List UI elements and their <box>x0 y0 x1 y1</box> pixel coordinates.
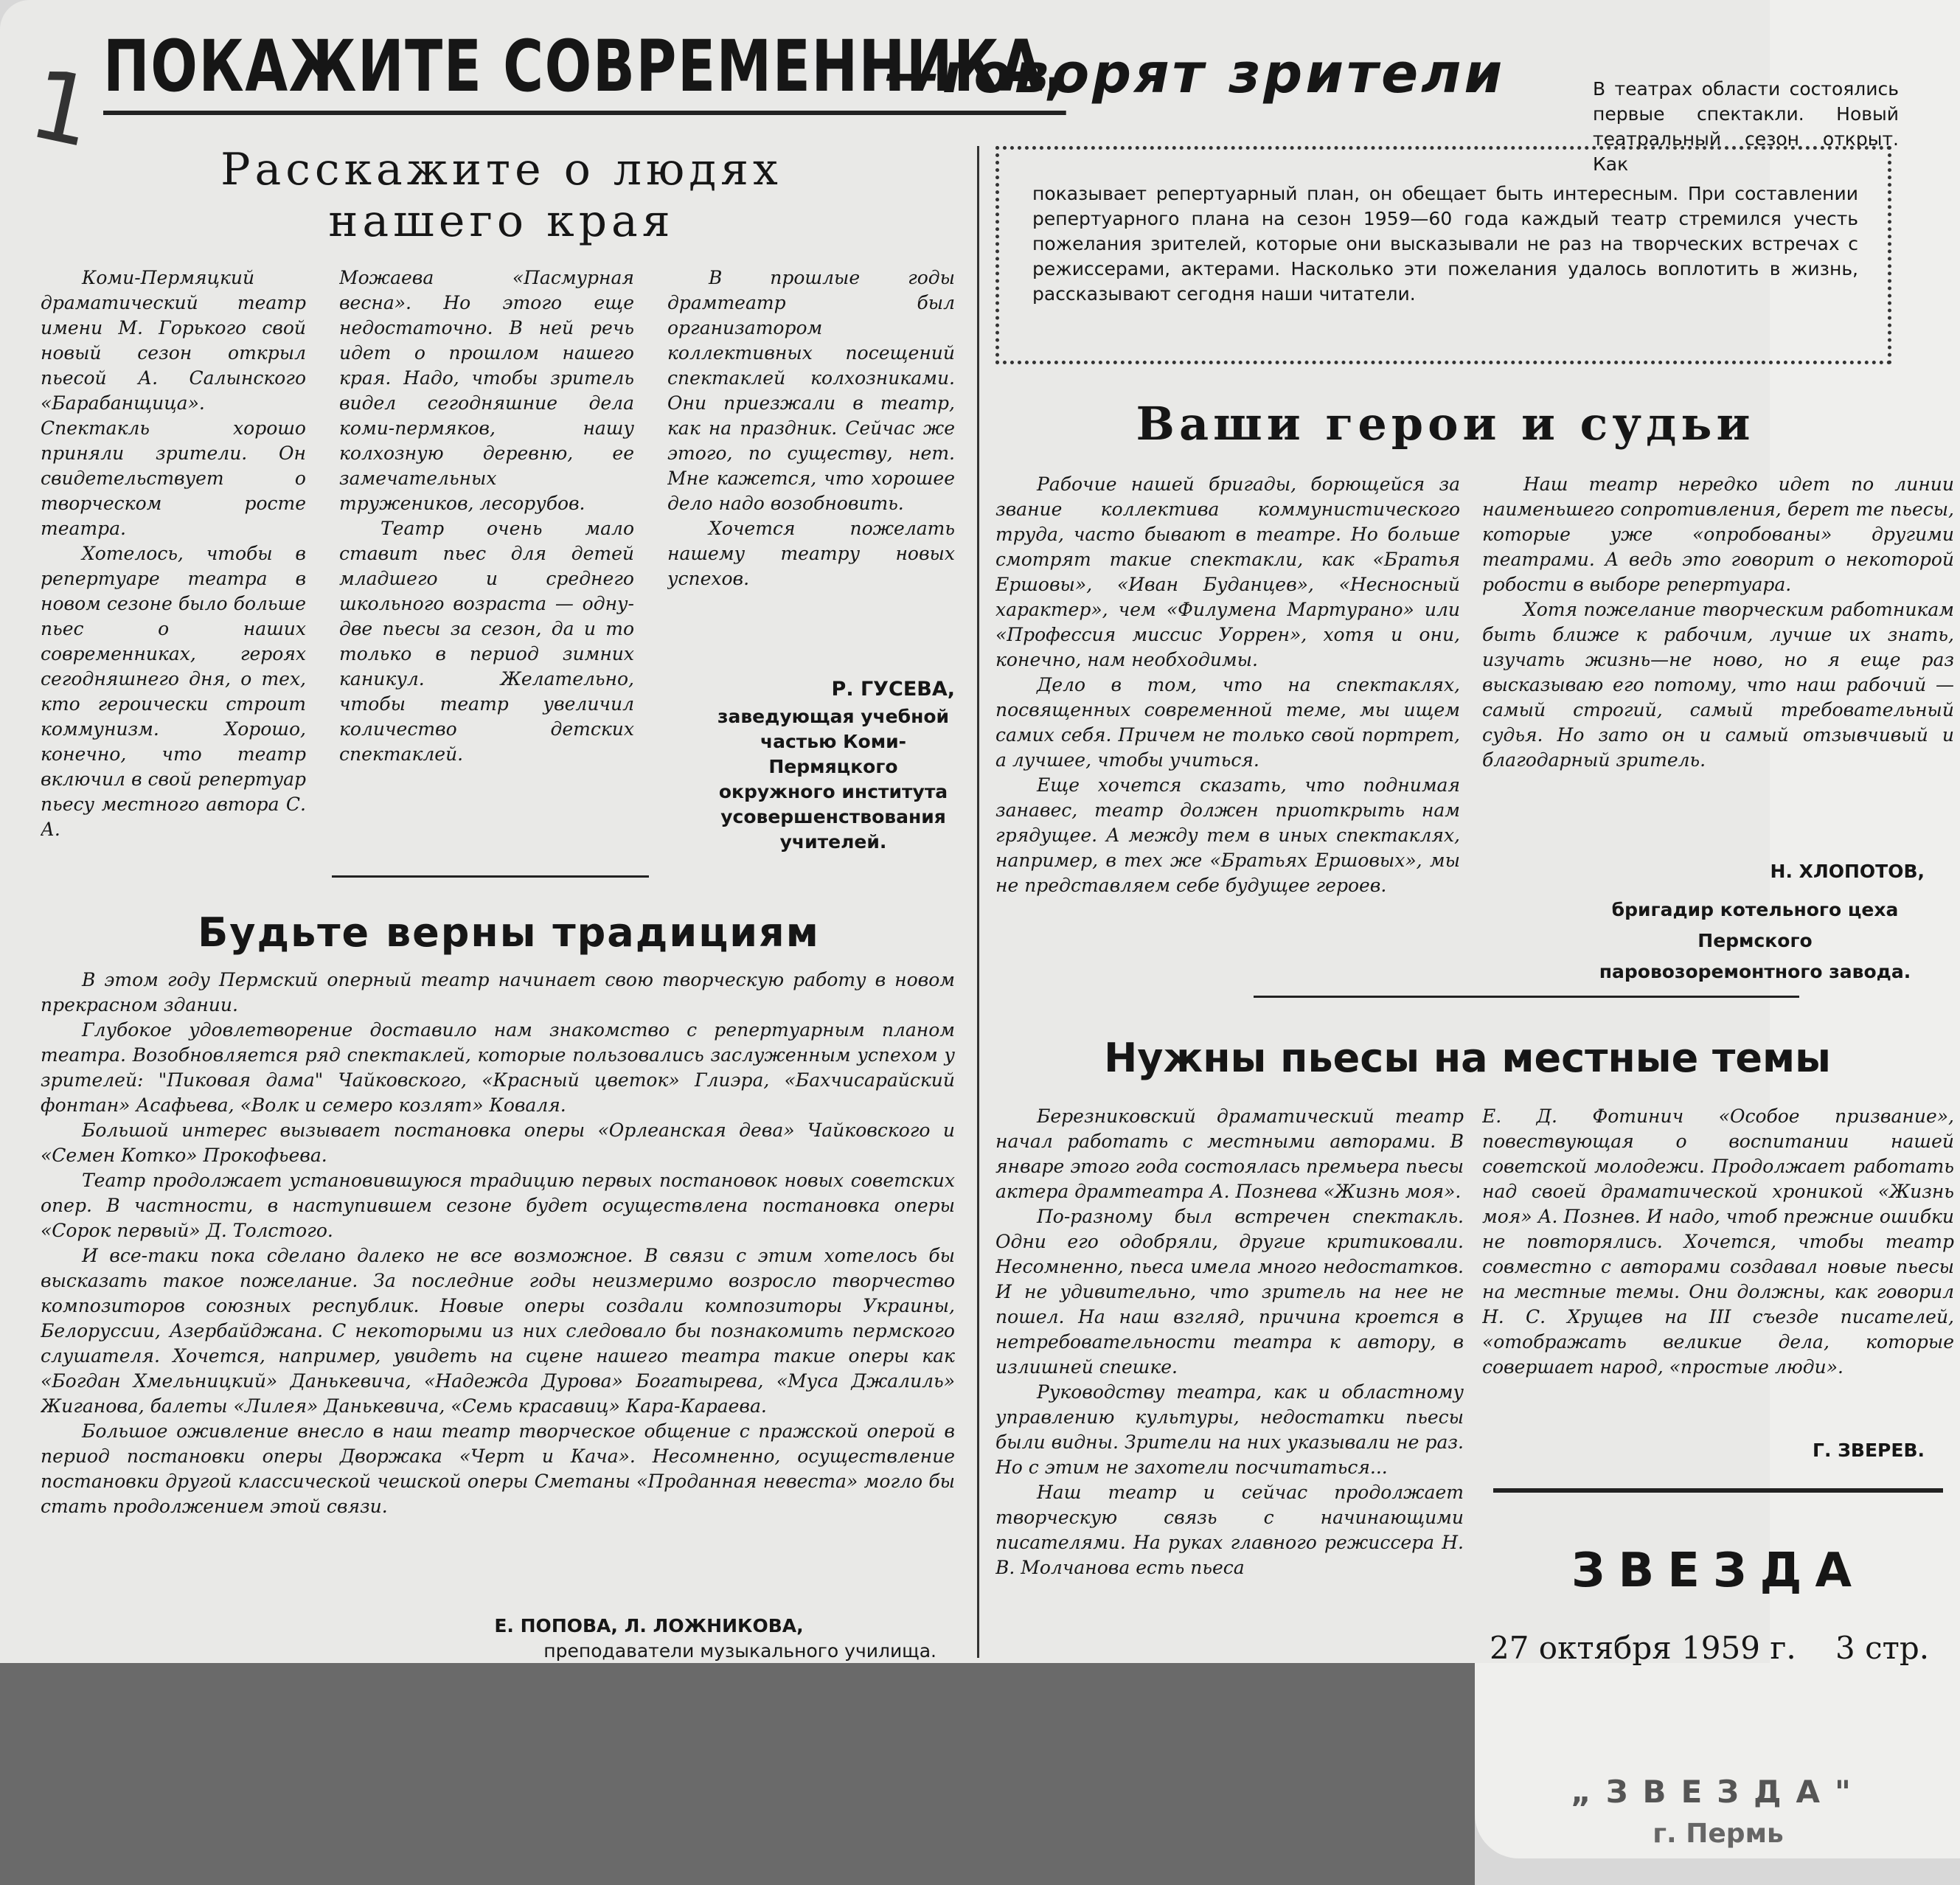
divider <box>1493 1488 1943 1493</box>
article1-author: Р. ГУСЕВА, <box>831 678 955 701</box>
paragraph: Рабочие нашей бригады, борющейся за звание коллектива коммунистического труда, часто бывают в театре. Но больше смотрят такие спектакли, как «Братья Ершовы», «Иван Буданцев», «Несносный характер», чем «Филумена Мартурано» или «Профессия миссис Уоррен», хотя и они, конечно, нам необходимы. <box>995 473 1460 670</box>
paragraph: Хочется пожелать нашему театру новых успехов. <box>667 518 955 589</box>
article2-author: Е. ПОПОВА, Л. ЛОЖНИКОВА, <box>494 1615 804 1636</box>
paragraph: Еще хочется сказать, что поднимая занавес, театр должен приоткрыть нам грядущее. А между тем в иных спектаклях, например, в тех же «Братьях Ершовых», мы не представляем себе будущее героев. <box>995 774 1460 896</box>
banner-title-right: —говорят зрители <box>885 42 1506 105</box>
paragraph: В этом году Пермский оперный театр начинает свою творческую работу в новом прекрасном здании. <box>41 969 955 1016</box>
paragraph: Е. Д. Фотинич «Особое призвание», повествующая о воспитании нашей советской молодежи. Продолжает работать над своей драматической хроникой «Жизнь моя» А. Познев. И надо, чтоб прежние ошибки не повторялись. Хочется, чтобы театр совместно с авторами создавал новые пьесы на местные темы. Они должны, как говорил Н. С. Хрущев на III съезде писателей, «отображать великие дела, которые совершает народ, «простые люди». <box>1482 1105 1954 1378</box>
divider <box>332 875 649 878</box>
archive-stamp-name: „ЗВЕЗДА" <box>1571 1774 1866 1810</box>
page-number-mark: 1 <box>21 46 104 170</box>
article1-author-title: заведующая учебной частью Коми-Пермяцкого окружного института усовершенствования учителей. <box>717 706 950 853</box>
article4-column-1 <box>995 1104 1464 1664</box>
intro-text-box: показывает репертуарный план, он обещает быть интересным. При составлении репертуарного плана на сезон 1959—60 года каждый театр стремился учесть пожелания зрителей, которые они высказывали не раз на творческих встречах с режиссерами, актерами. Насколько эти пожелания удалось воплотить в жизнь, рассказывают сегодня наши читатели. <box>1032 183 1858 305</box>
intro-text-top: В театрах области состоялись первые спектакли. Новый театральный сезон открыт. Как <box>1593 78 1899 175</box>
paragraph: Дело в том, что на спектаклях, посвященных современной теме, мы ищем самих себя. Причем не только свой портрет, а лучшее, чтобы учиться. <box>995 674 1460 771</box>
article1-column-1 <box>41 265 306 855</box>
article3-column-1 <box>995 472 1460 988</box>
archive-stamp-city: г. Пермь <box>1653 1819 1784 1849</box>
article2-heading: Будьте верны традициям <box>198 909 820 956</box>
article4-heading: Нужны пьесы на местные темы <box>1104 1035 1831 1081</box>
article4-author: Г. ЗВЕРЕВ. <box>1813 1440 1925 1461</box>
banner-title-left: ПОКАЖИТЕ СОВРЕМЕННИКА, <box>103 22 1066 115</box>
page-ref: 3 стр. <box>1835 1630 1930 1666</box>
paragraph: Наш театр нередко идет по линии наименьшего сопротивления, берет те пьесы, которые уже «опробованы» другими театрами. А ведь это говорит о некоторой робости в выборе репертуара. <box>1482 473 1954 595</box>
article4-column-2 <box>1482 1104 1954 1443</box>
paragraph: Коми-Пермяцкий драматический театр имени М. Горького свой новый сезон открыл пьесой А. Салынского «Барабанщица». Спектакль хорошо приняли зрители. Он свидетельствует о творческом росте театра. <box>41 267 306 539</box>
article2-body <box>41 968 955 1617</box>
paragraph: И все-таки пока сделано далеко не все возможное. В связи с этим хотелось бы высказать такое пожелание. За последние годы неизмеримо возросло творчество композиторов союзных республик. Новые оперы создали композиторы Украины, Белоруссии, Азербайджана. С некоторыми из них следовало бы познакомить пермского слушателя. Хочется, например, увидеть на сцене нашего театра такие оперы как «Богдан Хмельницкий» Данькевича, «Надежда Дурова» Богатырева, «Муса Джалиль» Жиганова, балеты «Лилея» Данькевича, «Семь красавиц» Кара-Караева. <box>41 1245 955 1417</box>
divider <box>1254 996 1799 998</box>
publication-date: 27 октября 1959 г. <box>1490 1630 1796 1666</box>
paragraph: Хотелось, чтобы в репертуаре театра в новом сезоне было больше пьес о наших современниках, героях сегодняшнего дня, о тех, кто героически строит коммунизм. Хорошо, конечно, что театр включил в свой репертуар пьесу местного автора С. А. <box>41 543 306 840</box>
article1-column-2 <box>339 265 634 855</box>
article3-author: Н. ХЛОПОТОВ, <box>1770 861 1925 882</box>
paragraph: Руководству театра, как и областному управлению культуры, недостатки пьесы были видны. Зрители на них указывали не раз. Но с этим не захотели посчитаться... <box>995 1381 1464 1478</box>
paragraph: Большое оживление внесло в наш театр творческое общение с пражской оперой в период постановки оперы Дворжака «Черт и Кача». Несомненно, осуществление постановки другой классической чешской оперы Сметаны «Проданная невеста» могло бы стать продолжением этой связи. <box>41 1420 955 1517</box>
article1-heading: Расскажите о людях нашего края <box>220 144 782 247</box>
article3-author-title: бригадир котельного цеха Пермского паровозоремонтного завода. <box>1599 899 1911 982</box>
article3-column-2 <box>1482 472 1954 848</box>
paragraph: Большой интерес вызывает постановка оперы «Орлеанская дева» Чайковского и «Семен Котко» Прокофьева. <box>41 1119 955 1166</box>
source-line <box>1490 1622 1954 1674</box>
paragraph: В прошлые годы драмтеатр был организатором коллективных посещений спектаклей колхозниками. Они приезжали в театр, как на праздник. Сейчас же этого, по существу, нет. Мне кажется, что хорошее дело надо возобновить. <box>667 267 955 514</box>
newspaper-name: ЗВЕЗДА <box>1571 1544 1865 1598</box>
article2-author-title: преподаватели музыкального училища. <box>543 1640 936 1662</box>
paragraph: Театр очень мало ставит пьес для детей младшего и среднего школьного возраста — одну-две пьесы за сезон, да и то только в период зимних каникул. Желательно, чтобы театр увеличил количество детских спектаклей. <box>339 518 634 765</box>
paragraph: Театр продолжает установившуюся традицию первых постановок новых советских опер. В частности, в наступившем сезоне будет осуществлена постановка оперы «Сорок первый» Д. Толстого. <box>41 1170 955 1241</box>
article1-column-3 <box>667 265 955 664</box>
paragraph: Глубокое удовлетворение доставило нам знакомство с репертуарным планом театра. Возобновляется ряд спектаклей, которые пользовались заслуженным успехом у зрителей: "Пиковая дама" Чайковского, «Красный цветок» Глиэра, «Бахчисарайский фонтан» Асафьева, «Волк и семеро козлят» Коваля. <box>41 1019 955 1116</box>
article3-heading: Ваши герои и судьи <box>1136 397 1755 451</box>
column-rule <box>977 146 979 1658</box>
paragraph: Березниковский драматический театр начал работать с местными авторами. В январе этого года состоялась премьера пьесы актера драмтеатра А. Познева «Жизнь моя». <box>995 1105 1464 1202</box>
paragraph: Можаева «Пасмурная весна». Но этого еще недостаточно. В ней речь идет о прошлом нашего края. Надо, чтобы зритель видел сегодняшние дела коми-пермяков, нашу колхозную деревню, ее замечательных тружеников, лесорубов. <box>339 267 634 514</box>
paragraph: Наш театр и сейчас продолжает творческую связь с начинающими писателями. На руках главного режиссера Н. В. Молчанова есть пьеса <box>995 1482 1464 1578</box>
paragraph: По-разному был встречен спектакль. Одни его одобряли, другие критиковали. Несомненно, пьеса имела много недостатков. И не удивительно, что зритель на нее не пошел. На наш взгляд, причина кроется в нетребовательности театра к автору, в излишней спешке. <box>995 1206 1464 1378</box>
scan-background <box>0 1663 1475 1885</box>
paragraph: Хотя пожелание творческим работникам быть ближе к рабочим, лучше их знать, изучать жизнь—не ново, но я еще раз высказываю его потому, что наш рабочий — самый строгий, самый требовательный судья. Но зато он и самый отзывчивый и благодарный зритель. <box>1482 599 1954 771</box>
